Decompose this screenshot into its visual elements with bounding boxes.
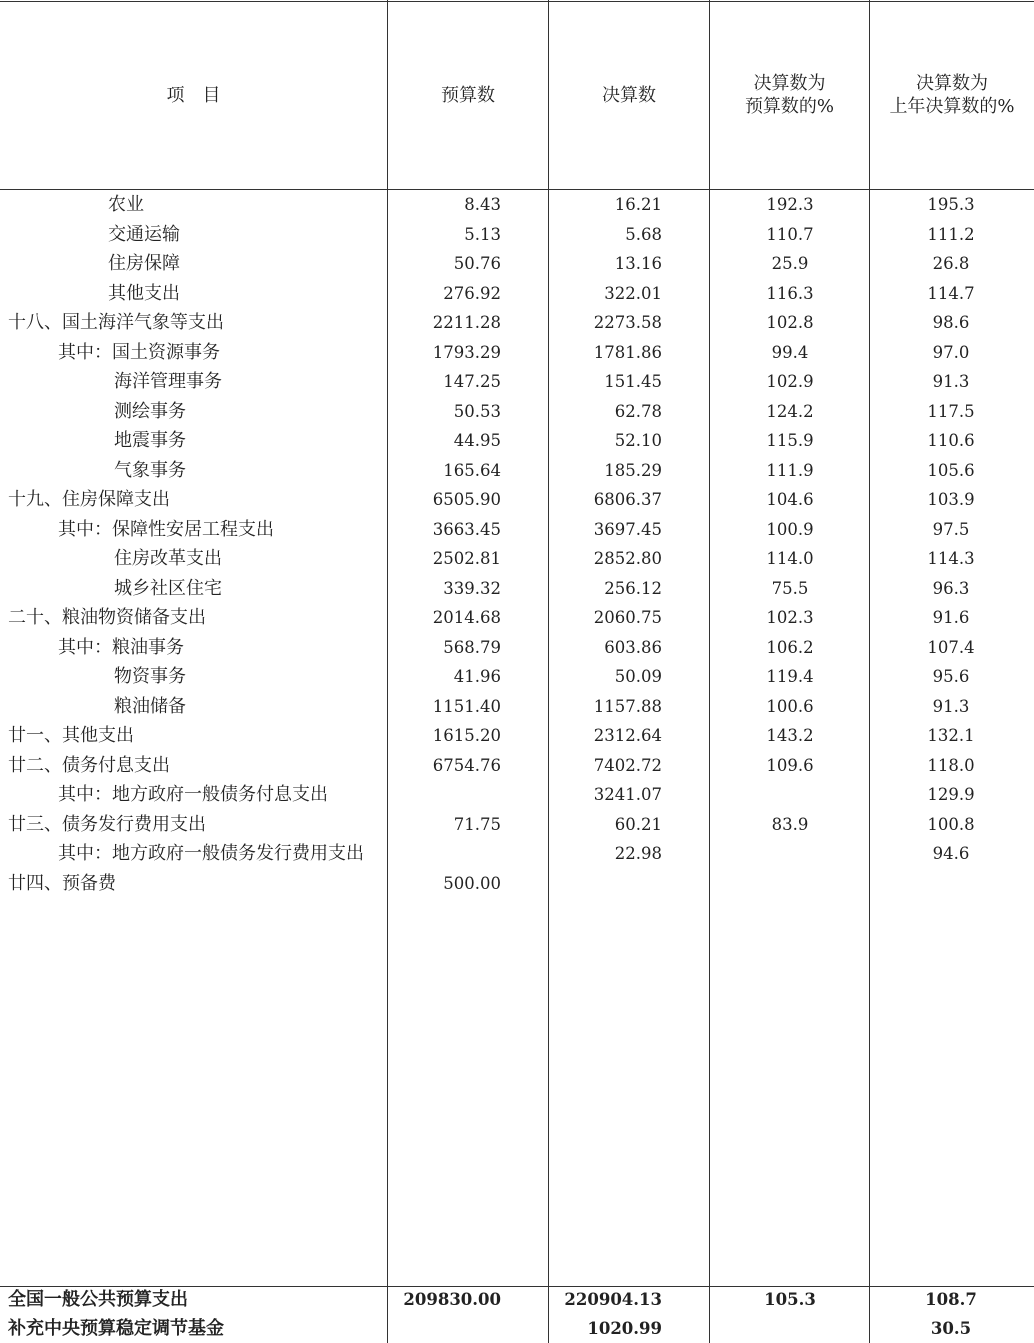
row-final: 322.01 (604, 283, 662, 303)
row-pct-prev: 107.4 (927, 637, 975, 657)
row-pct-prev: 97.5 (932, 519, 970, 539)
header-final (549, 0, 709, 190)
row-label: 农业 (108, 194, 144, 215)
row-final: 16.21 (614, 195, 662, 214)
row-pct-budget: 143.2 (766, 726, 814, 745)
row-final: 52.10 (614, 431, 662, 450)
header-final-label: 决算数 (602, 84, 656, 106)
header-pct-budget (710, 0, 869, 190)
row-pct-budget (710, 780, 870, 810)
row-final: 2312.64 (593, 726, 662, 745)
totals-pct-budget (710, 1314, 870, 1343)
row-budget: 276.92 (443, 283, 501, 303)
row-pct-budget: 104.6 (766, 490, 814, 509)
row-pct-prev: 100.8 (927, 814, 975, 834)
header-pct-prev-line2: 上年决算数的% (889, 96, 1015, 117)
row-final: 256.12 (604, 578, 662, 598)
row-label: 住房改革支出 (114, 548, 222, 569)
row-final: 3241.07 (593, 785, 662, 804)
table-row (0, 426, 1034, 456)
row-budget: 500.00 (443, 873, 501, 893)
row-budget: 6505.90 (432, 490, 501, 509)
header-item (0, 0, 387, 190)
header-pct-prev-line1: 决算数为 (915, 73, 988, 94)
header-pct-budget-line2: 预算数的% (744, 96, 835, 117)
row-pct-budget: 124.2 (766, 401, 814, 421)
row-pct-budget: 111.9 (766, 460, 814, 480)
header-budget (388, 0, 548, 190)
row-budget: 568.79 (443, 637, 501, 657)
row-budget: 1793.29 (432, 342, 501, 362)
row-budget: 147.25 (443, 372, 501, 391)
row-budget: 1151.40 (432, 696, 501, 716)
table-row (0, 308, 1034, 338)
row-final: 62.78 (614, 401, 662, 421)
row-pct-budget (710, 869, 870, 899)
row-label: 住房保障 (108, 253, 180, 274)
row-budget: 2502.81 (432, 549, 501, 568)
row-pct-budget: 106.2 (766, 637, 814, 657)
totals-label: 全国一般公共预算支出 (8, 1289, 188, 1310)
row-final: 2852.80 (593, 549, 662, 568)
row-label: 十九、住房保障支出 (8, 489, 170, 510)
row-pct-prev: 110.6 (927, 431, 975, 450)
row-pct-prev: 117.5 (927, 401, 975, 421)
row-final: 151.45 (604, 372, 662, 391)
row-label: 城乡社区住宅 (114, 577, 222, 599)
row-final: 60.21 (614, 814, 662, 834)
table-row (0, 574, 1034, 604)
totals-pct-prev: 30.5 (930, 1319, 972, 1338)
row-label: 其中：粮油事务 (58, 636, 184, 658)
table-row (0, 249, 1034, 279)
row-pct-budget: 116.3 (766, 283, 814, 303)
table-row (0, 839, 1034, 869)
row-pct-prev: 129.9 (927, 785, 975, 804)
header-budget-label: 预算数 (441, 84, 495, 106)
row-pct-budget: 100.6 (766, 696, 814, 716)
row-final: 1157.88 (593, 696, 662, 716)
row-label: 交通运输 (108, 223, 180, 245)
row-pct-budget: 110.7 (766, 224, 814, 244)
row-pct-prev (870, 869, 1032, 899)
row-final: 2273.58 (593, 313, 662, 332)
row-pct-prev: 95.6 (932, 667, 970, 686)
row-budget: 165.64 (443, 460, 501, 480)
table-totals (0, 1285, 1034, 1343)
totals-final: 220904.13 (564, 1290, 662, 1309)
row-label: 物资事务 (114, 666, 186, 687)
row-budget: 41.96 (453, 667, 501, 686)
row-pct-prev: 105.6 (927, 460, 975, 480)
table-row (0, 397, 1034, 427)
row-pct-budget: 192.3 (766, 195, 814, 214)
table-row (0, 633, 1034, 663)
row-label: 其中：地方政府一般债务付息支出 (58, 784, 328, 805)
row-label: 廿四、预备费 (8, 872, 116, 894)
row-final: 1781.86 (593, 342, 662, 362)
row-label: 海洋管理事务 (114, 371, 222, 392)
row-label: 二十、粮油物资储备支出 (8, 607, 206, 628)
row-pct-prev: 91.6 (932, 608, 970, 627)
row-pct-budget: 102.9 (766, 372, 814, 391)
row-budget: 339.32 (443, 578, 501, 598)
row-pct-budget: 75.5 (771, 578, 809, 598)
row-label: 十八、国土海洋气象等支出 (8, 312, 224, 333)
row-budget: 5.13 (464, 224, 501, 244)
header-item-label: 项 目 (166, 84, 221, 106)
table-row (0, 721, 1034, 751)
row-label: 其中：地方政府一般债务发行费用支出 (58, 843, 364, 864)
row-budget: 6754.76 (432, 755, 501, 775)
totals-pct-prev: 108.7 (925, 1290, 977, 1309)
row-pct-budget: 25.9 (771, 254, 809, 273)
row-pct-budget (710, 839, 870, 869)
table-row (0, 485, 1034, 515)
row-final: 50.09 (614, 667, 662, 686)
row-budget: 3663.45 (432, 519, 501, 539)
row-pct-budget: 100.9 (766, 519, 814, 539)
row-pct-prev: 114.7 (927, 283, 975, 303)
totals-final: 1020.99 (587, 1319, 662, 1338)
table-row (0, 869, 1034, 899)
table-row (0, 780, 1034, 810)
table-row (0, 692, 1034, 722)
row-label: 气象事务 (114, 459, 186, 481)
row-pct-prev: 98.6 (932, 313, 970, 332)
row-final: 5.68 (625, 224, 662, 244)
row-final: 22.98 (614, 844, 662, 863)
row-budget: 8.43 (464, 195, 501, 214)
row-budget: 2211.28 (432, 313, 501, 332)
row-pct-budget: 83.9 (771, 814, 809, 834)
table-row (0, 338, 1034, 368)
table-row (0, 662, 1034, 692)
row-label: 粮油储备 (114, 695, 186, 717)
row-pct-budget: 109.6 (766, 755, 814, 775)
totals-budget: 209830.00 (403, 1290, 501, 1309)
row-pct-prev: 91.3 (932, 696, 970, 716)
table-row (0, 544, 1034, 574)
row-final: 603.86 (604, 637, 662, 657)
table-row (0, 515, 1034, 545)
row-pct-budget: 119.4 (766, 667, 814, 686)
row-label: 其他支出 (108, 282, 180, 304)
row-label: 廿二、债务付息支出 (8, 754, 170, 776)
row-final: 7402.72 (593, 755, 662, 775)
row-pct-prev: 118.0 (927, 755, 975, 775)
row-budget: 50.53 (453, 401, 501, 421)
row-final: 6806.37 (593, 490, 662, 509)
table-row (0, 751, 1034, 781)
row-budget: 44.95 (453, 431, 501, 450)
row-pct-prev: 94.6 (932, 844, 970, 863)
row-pct-budget: 102.3 (766, 608, 814, 627)
totals-pct-budget: 105.3 (764, 1290, 816, 1309)
row-pct-budget: 115.9 (766, 431, 814, 450)
row-budget: 71.75 (453, 814, 501, 834)
totals-label: 补充中央预算稳定调节基金 (8, 1318, 224, 1339)
row-pct-prev: 96.3 (932, 578, 970, 598)
row-budget: 50.76 (453, 254, 501, 273)
row-pct-budget: 99.4 (771, 342, 809, 362)
row-pct-prev: 111.2 (927, 224, 975, 244)
table-row (0, 279, 1034, 309)
table-row (0, 810, 1034, 840)
totals-row (0, 1314, 1034, 1343)
header-pct-prev (870, 0, 1034, 190)
row-pct-prev: 103.9 (927, 490, 975, 509)
row-final: 3697.45 (593, 519, 662, 539)
table-row (0, 456, 1034, 486)
row-label: 地震事务 (114, 430, 186, 451)
row-final: 185.29 (604, 460, 662, 480)
row-final: 13.16 (614, 254, 662, 273)
row-pct-prev: 114.3 (927, 549, 975, 568)
row-pct-prev: 132.1 (927, 726, 975, 745)
row-final: 2060.75 (593, 608, 662, 627)
row-budget: 1615.20 (432, 726, 501, 745)
row-pct-prev: 97.0 (932, 342, 970, 362)
row-pct-budget: 114.0 (766, 549, 814, 568)
header-pct-budget-line1: 决算数为 (753, 73, 826, 94)
table-row (0, 603, 1034, 633)
row-label: 测绘事务 (114, 400, 186, 422)
table-row (0, 190, 1034, 220)
row-pct-prev: 91.3 (932, 372, 970, 391)
totals-row (0, 1285, 1034, 1314)
row-label: 其中：国土资源事务 (58, 341, 220, 363)
row-pct-budget: 102.8 (766, 313, 814, 332)
row-pct-prev: 195.3 (927, 195, 975, 214)
row-label: 廿三、债务发行费用支出 (8, 813, 206, 835)
table-body (0, 190, 1034, 1290)
row-label: 廿一、其他支出 (8, 725, 134, 746)
row-pct-prev: 26.8 (932, 254, 970, 273)
row-label: 其中：保障性安居工程支出 (58, 518, 274, 540)
row-budget: 2014.68 (432, 608, 501, 627)
table-row (0, 367, 1034, 397)
table-row (0, 220, 1034, 250)
